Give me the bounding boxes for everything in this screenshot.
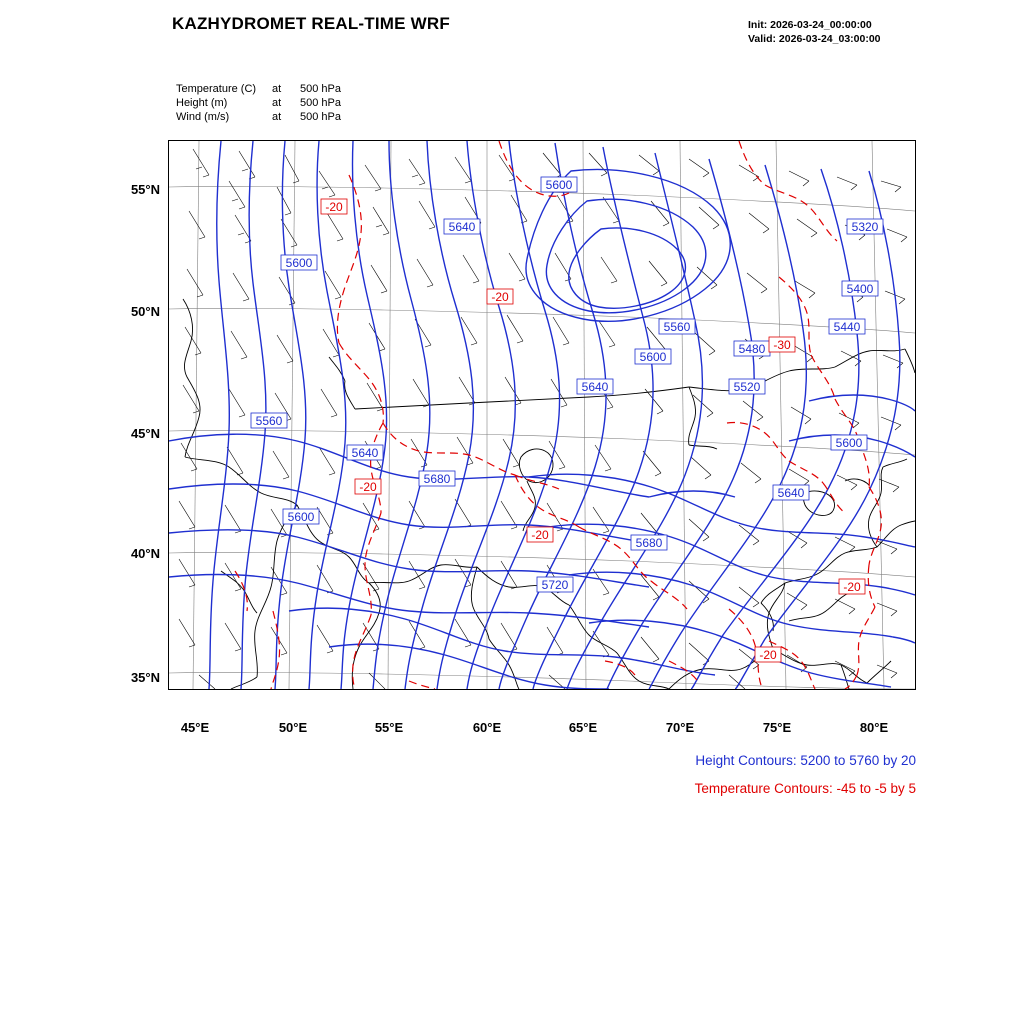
svg-text:5600: 5600 xyxy=(545,178,573,192)
svg-text:5600: 5600 xyxy=(639,350,667,364)
temperature-label xyxy=(355,479,381,494)
svg-text:5520: 5520 xyxy=(733,380,761,394)
height-label xyxy=(831,435,867,450)
y-tick-55N: 55°N xyxy=(130,182,160,197)
svg-text:5680: 5680 xyxy=(423,472,451,486)
run-info xyxy=(748,18,881,46)
temperature-label xyxy=(769,337,795,352)
svg-text:5600: 5600 xyxy=(285,256,313,270)
wind-barbs xyxy=(179,149,907,689)
height-label xyxy=(577,379,613,394)
svg-text:-20: -20 xyxy=(843,580,861,594)
valid-time: Valid: 2026-03-24_03:00:00 xyxy=(748,33,881,45)
height-label xyxy=(444,219,480,234)
contour-map-svg xyxy=(169,141,915,689)
temperature-label xyxy=(487,289,513,304)
x-tick-45E: 45°E xyxy=(180,720,210,735)
field-level: 500 hPa xyxy=(300,97,341,109)
svg-text:5440: 5440 xyxy=(833,320,861,334)
field-at: at xyxy=(272,83,282,95)
field-list xyxy=(176,82,341,124)
svg-text:5320: 5320 xyxy=(851,220,879,234)
svg-text:5680: 5680 xyxy=(635,536,663,550)
map-plot-area[interactable] xyxy=(168,140,916,690)
x-tick-70E: 70°E xyxy=(665,720,695,735)
height-label xyxy=(631,535,667,550)
svg-text:-20: -20 xyxy=(325,200,343,214)
svg-text:-20: -20 xyxy=(359,480,377,494)
x-tick-50E: 50°E xyxy=(278,720,308,735)
svg-text:5640: 5640 xyxy=(581,380,609,394)
svg-text:5720: 5720 xyxy=(541,578,569,592)
y-tick-50N: 50°N xyxy=(130,304,160,319)
field-row-temperature xyxy=(176,82,341,96)
svg-text:5560: 5560 xyxy=(255,414,283,428)
height-label xyxy=(281,255,317,270)
height-label xyxy=(773,485,809,500)
height-label xyxy=(537,577,573,592)
x-tick-75E: 75°E xyxy=(762,720,792,735)
height-label xyxy=(283,509,319,524)
height-label xyxy=(729,379,765,394)
field-level: 500 hPa xyxy=(300,111,341,123)
field-at: at xyxy=(272,97,282,109)
svg-text:5480: 5480 xyxy=(738,342,766,356)
height-label xyxy=(659,319,695,334)
svg-text:5640: 5640 xyxy=(777,486,805,500)
height-label xyxy=(635,349,671,364)
field-row-wind xyxy=(176,110,341,124)
temperature-label xyxy=(527,527,553,542)
x-tick-55E: 55°E xyxy=(374,720,404,735)
legend-height-contours: Height Contours: 5200 to 5760 by 20 xyxy=(695,753,916,768)
svg-text:5640: 5640 xyxy=(351,446,379,460)
height-label xyxy=(347,445,383,460)
height-label xyxy=(419,471,455,486)
legend-temperature-contours: Temperature Contours: -45 to -5 by 5 xyxy=(694,781,916,796)
temperature-label xyxy=(839,579,865,594)
svg-text:5600: 5600 xyxy=(835,436,863,450)
init-time: Init: 2026-03-24_00:00:00 xyxy=(748,19,872,31)
field-at: at xyxy=(272,111,282,123)
height-label xyxy=(541,177,577,192)
svg-text:-20: -20 xyxy=(491,290,509,304)
field-variable: Height (m) xyxy=(176,97,228,109)
height-label xyxy=(734,341,770,356)
y-tick-45N: 45°N xyxy=(130,426,160,441)
height-label xyxy=(847,219,883,234)
height-label xyxy=(829,319,865,334)
svg-text:-30: -30 xyxy=(773,338,791,352)
y-tick-40N: 40°N xyxy=(130,546,160,561)
x-tick-80E: 80°E xyxy=(859,720,889,735)
field-variable: Temperature (C) xyxy=(176,83,257,95)
temperature-label xyxy=(321,199,347,214)
svg-text:5400: 5400 xyxy=(846,282,874,296)
height-label xyxy=(842,281,878,296)
field-level: 500 hPa xyxy=(300,83,341,95)
svg-text:-20: -20 xyxy=(759,648,777,662)
page-title: KAZHYDROMET REAL-TIME WRF xyxy=(172,14,450,33)
y-tick-35N: 35°N xyxy=(130,670,160,685)
temperature-label xyxy=(755,647,781,662)
svg-text:5640: 5640 xyxy=(448,220,476,234)
x-tick-65E: 65°E xyxy=(568,720,598,735)
temperature-contour-labels xyxy=(321,199,865,662)
svg-text:-20: -20 xyxy=(531,528,549,542)
svg-text:5560: 5560 xyxy=(663,320,691,334)
field-row-height xyxy=(176,96,341,110)
height-label xyxy=(251,413,287,428)
svg-text:5600: 5600 xyxy=(287,510,315,524)
field-variable: Wind (m/s) xyxy=(176,111,230,123)
x-tick-60E: 60°E xyxy=(472,720,502,735)
